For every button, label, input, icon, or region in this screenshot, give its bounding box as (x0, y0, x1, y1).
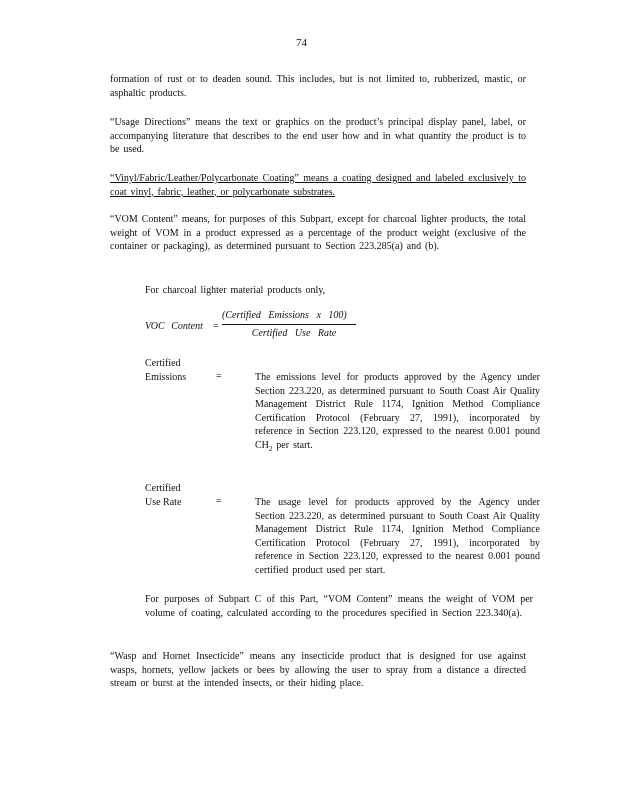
emissions-text-end: per start. (272, 439, 313, 451)
term-line-1: Certified (145, 358, 181, 369)
paragraph-usage-directions: “Usage Directions” means the text or graphics on the product’s principal display panel, label, or accompanying literature that describes to the end user how and in what quantity the product is to be used. (110, 117, 526, 155)
definition-certified-emissions-term (145, 357, 186, 384)
formula-fraction (222, 310, 356, 339)
paragraph-rust: formation of rust or to deaden sound. This includes, but is not limited to, rubberized, mastic, or asphaltic products. (110, 74, 526, 99)
paragraph-charcoal-lighter: For charcoal lighter material products only, (145, 285, 326, 296)
formula-denominator: Certified Use Rate (251, 328, 337, 339)
page-number: 74 (296, 37, 307, 49)
paragraph-vom-content: “VOM Content” means, for purposes of this Subpart, except for charcoal lighter products, the total weight of VOM in a product expressed as a percentage of the product weight (exclusive of the container or packaging), as determined pursuant to Section 223.285(a) and (b). (110, 214, 526, 252)
paragraph-subpart-c: For purposes of Subpart C of this Part, “VOM Content” means the weight of VOM per volume of coating, calculated according to the procedures specified in Section 223.340(a). (145, 594, 533, 619)
term-line-1: Certified (145, 483, 181, 494)
definition-certified-emissions-text (255, 371, 540, 456)
emissions-text-subscript: 2 (268, 444, 273, 453)
definition-certified-use-rate-text: The usage level for products approved by the Agency under Section 223.220, as determined pursuant to South Coast Air Quality Management District Rule 1174, Ignition Method Compliance Certification Protocol (February 27, 1991), incorporated by reference in Section 223.120, expressed to the nearest 0.001 pound certified product used per start. (255, 497, 540, 576)
paragraph-vinyl-coating: “Vinyl/Fabric/Leather/Polycarbonate Coating” means a coating designed and labeled exclusively to coat vinyl, fabric, leather, or polycarbonate substrates. (110, 173, 526, 198)
definition-certified-use-rate-equals: = (216, 496, 222, 507)
formula-label: VOC Content (145, 321, 203, 332)
formula-equals: = (213, 321, 219, 332)
definition-certified-use-rate-term (145, 482, 181, 509)
formula-numerator: (Certified Emissions x 100) (222, 310, 356, 325)
term-line-2: Emissions (145, 371, 187, 383)
term-line-2: Use Rate (145, 496, 182, 508)
paragraph-wasp-hornet: “Wasp and Hornet Insecticide” means any insecticide product that is designed for use against wasps, hornets, yellow jackets or bees by allowing the user to spray from a distance a directed stream or burst at the intended insects, or their hiding place. (110, 651, 526, 689)
definition-certified-emissions-equals: = (216, 371, 222, 382)
emissions-text-main: The emissions level for products approved by the Agency under Section 223.220, as determined pursuant to South Coast Air Quality Management District Rule 1174, Ignition Method Compliance Certification Protocol (February 27, 1991), incorporated by reference in Section 223.120, expressed to the nearest 0.001 pound CH (255, 372, 540, 451)
